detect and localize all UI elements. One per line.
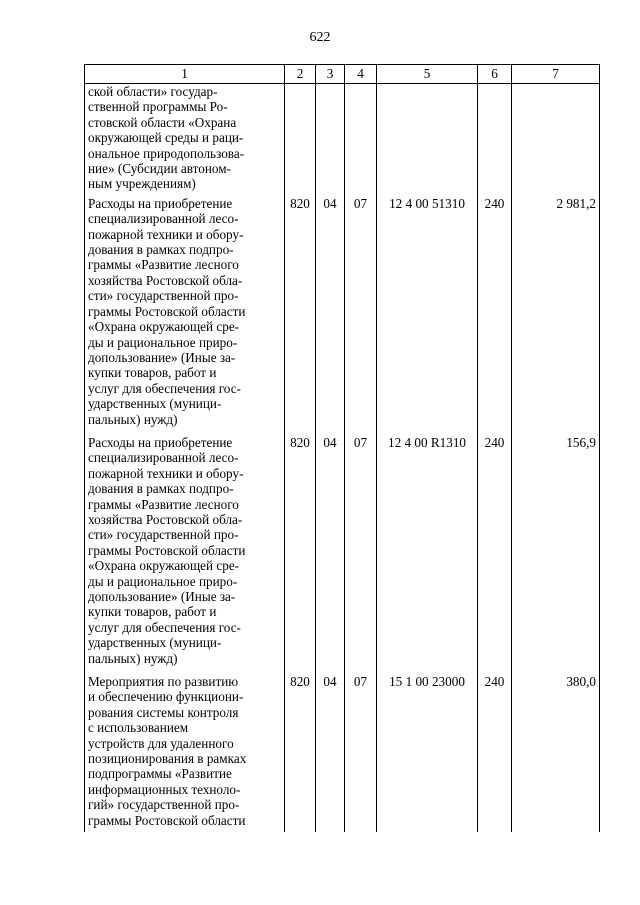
section-code: 04: [316, 670, 345, 832]
description-line: и обеспечению функциони-: [88, 689, 244, 705]
amount: [512, 84, 600, 192]
header-cell: 2: [285, 65, 316, 84]
expense-type-code: [478, 84, 512, 192]
description-line: информационных техноло-: [88, 781, 241, 797]
subsection-code: 07: [345, 431, 377, 670]
header-cell: 4: [345, 65, 377, 84]
header-row: [85, 65, 600, 84]
description-line: ды и рациональное приро-: [88, 334, 238, 350]
description-line: гий» государственной про-: [88, 797, 240, 813]
description-line: допользование» (Иные за-: [88, 589, 236, 604]
section-code: [316, 84, 345, 192]
table-row: [85, 192, 600, 431]
description-line: граммы «Развитие лесного: [88, 496, 239, 512]
description-line: ственной программы Ро-: [88, 99, 228, 115]
expense-description: [85, 431, 285, 670]
description-line: ской области» государ-: [88, 84, 218, 99]
budget-table: [84, 64, 600, 832]
expense-description: [85, 670, 285, 832]
description-line: ние» (Субсидии автоном-: [88, 161, 231, 177]
amount: 2 981,2: [512, 192, 600, 431]
description-line: ным учреждениям): [88, 176, 196, 192]
description-line: позиционирования в рамках: [88, 751, 247, 767]
header-cell: 3: [316, 65, 345, 84]
description-line: хозяйства Ростовской обла-: [88, 511, 243, 527]
amount: 156,9: [512, 431, 600, 670]
header-cell: 7: [512, 65, 600, 84]
description-line: рования системы контроля: [88, 704, 239, 720]
description-line: устройств для удаленного: [88, 735, 234, 751]
description-line: граммы Ростовской области: [88, 303, 246, 319]
description-line: купки товаров, работ и: [88, 604, 217, 620]
description-line: пожарной техники и обору-: [88, 226, 244, 242]
header-cell: 6: [478, 65, 512, 84]
header-cell: 5: [377, 65, 478, 84]
description-line: услуг для обеспечения гос-: [88, 619, 241, 635]
description-line: пальных) нужд): [88, 650, 178, 666]
expense-type-code: 240: [478, 670, 512, 832]
description-line: пожарной техники и обору-: [88, 465, 244, 481]
subsection-code: 07: [345, 670, 377, 832]
section-code: 04: [316, 192, 345, 431]
expense-description: [85, 192, 285, 431]
description-line: «Охрана окружающей сре-: [88, 319, 240, 335]
description-line: ональное природопользова-: [88, 145, 245, 161]
table-row: [85, 431, 600, 670]
description-line: Расходы на приобретение: [88, 434, 233, 450]
description-line: дования в рамках подпро-: [88, 481, 234, 497]
expense-type-code: 240: [478, 192, 512, 431]
page-number: 622: [309, 30, 331, 45]
description-line: купки товаров, работ и: [88, 365, 217, 381]
description-line: допользование» (Иные за-: [88, 349, 236, 365]
ministry-code: 820: [285, 670, 316, 832]
description-line: специализированной лесо-: [88, 211, 239, 227]
description-line: ударственных (муници-: [88, 396, 222, 412]
description-line: «Охрана окружающей сре-: [88, 558, 240, 574]
table-row: [85, 84, 600, 192]
expense-description: [85, 84, 285, 192]
description-line: специализированной лесо-: [88, 450, 239, 466]
header-cell: 1: [85, 65, 285, 84]
description-line: Расходы на приобретение: [88, 195, 233, 211]
description-line: стовской области «Охрана: [88, 114, 237, 130]
description-line: ударственных (муници-: [88, 635, 222, 651]
subsection-code: 07: [345, 192, 377, 431]
description-line: хозяйства Ростовской обла-: [88, 272, 243, 288]
section-code: 04: [316, 431, 345, 670]
description-line: с использованием: [88, 720, 189, 736]
ministry-code: 820: [285, 192, 316, 431]
target-article-code: 12 4 00 51310: [377, 192, 478, 431]
description-line: граммы Ростовской области: [88, 812, 246, 828]
description-line: пальных) нужд): [88, 411, 178, 427]
description-line: ды и рациональное приро-: [88, 573, 238, 589]
amount: 380,0: [512, 670, 600, 832]
description-line: дования в рамках подпро-: [88, 242, 234, 258]
description-line: окружающей среды и раци-: [88, 130, 244, 146]
description-line: подпрограммы «Развитие: [88, 766, 232, 782]
target-article-code: [377, 84, 478, 192]
description-line: сти» государственной про-: [88, 288, 239, 304]
ministry-code: 820: [285, 431, 316, 670]
ministry-code: [285, 84, 316, 192]
expense-type-code: 240: [478, 431, 512, 670]
target-article-code: 12 4 00 R1310: [377, 431, 478, 670]
table-row: [85, 670, 600, 832]
description-line: услуг для обеспечения гос-: [88, 380, 241, 396]
description-line: граммы «Развитие лесного: [88, 257, 239, 273]
description-line: сти» государственной про-: [88, 527, 239, 543]
description-line: Мероприятия по развитию: [88, 674, 239, 690]
subsection-code: [345, 84, 377, 192]
description-line: граммы Ростовской области: [88, 542, 246, 558]
target-article-code: 15 1 00 23000: [377, 670, 478, 832]
